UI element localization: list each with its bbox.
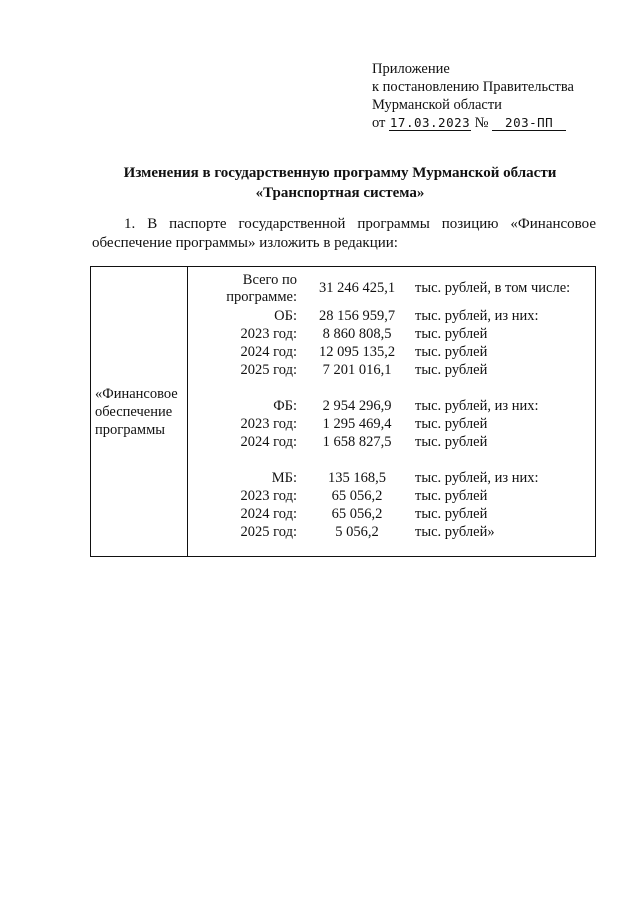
row-value: 1 658 827,5	[322, 434, 392, 450]
total-value: 31 246 425,1	[318, 280, 396, 296]
appendix-block	[372, 60, 622, 132]
appendix-line-2: к постановлению Правительства	[372, 79, 574, 95]
row-value: 2 954 296,9	[322, 398, 392, 414]
row-value: 12 095 135,2	[318, 344, 396, 360]
row-label: 2023 год:	[240, 326, 297, 342]
row-value: 8 860 808,5	[322, 326, 392, 342]
row-unit: тыс. рублей	[415, 434, 488, 450]
total-label-line-1: Всего по	[242, 272, 297, 288]
row-label: ФБ:	[273, 398, 297, 414]
row-label: 2023 год:	[240, 416, 297, 432]
decree-number: 203-ПП	[492, 115, 566, 131]
decree-date: 17.03.2023	[389, 115, 471, 130]
appendix-line-1: Приложение	[372, 61, 450, 77]
row-value: 1 295 469,4	[322, 416, 392, 432]
row-label: 2025 год:	[240, 362, 297, 378]
row-unit: тыс. рублей	[415, 506, 488, 522]
row-unit: тыс. рублей	[415, 344, 488, 360]
row-unit: тыс. рублей, из них:	[415, 308, 539, 324]
row-value: 65 056,2	[331, 488, 383, 504]
row-label: 2025 год:	[240, 524, 297, 540]
title-line-1: Изменения в государственную программу Мурманской области	[123, 165, 557, 181]
document-title	[60, 163, 620, 203]
total-label-line-2: программе:	[226, 289, 297, 305]
number-sign: №	[474, 115, 489, 131]
appendix-date-line	[372, 114, 622, 132]
row-value: 135 168,5	[328, 470, 386, 486]
position-label: «Финансовое обеспечение программы	[95, 386, 178, 438]
row-value: 28 156 959,7	[318, 308, 396, 324]
row-label: 2024 год:	[240, 506, 297, 522]
row-label: ОБ:	[274, 308, 297, 324]
row-value: 7 201 016,1	[322, 362, 392, 378]
row-label: 2024 год:	[240, 344, 297, 360]
row-unit: тыс. рублей	[415, 416, 488, 432]
row-value: 65 056,2	[331, 506, 383, 522]
row-label: МБ:	[271, 470, 297, 486]
row-unit: тыс. рублей	[415, 326, 488, 342]
row-label: 2023 год:	[240, 488, 297, 504]
row-unit: тыс. рублей»	[415, 524, 495, 540]
row-unit: тыс. рублей, из них:	[415, 470, 539, 486]
row-value: 5 056,2	[335, 524, 379, 540]
row-label: 2024 год:	[240, 434, 297, 450]
appendix-line-3: Мурманской области	[372, 97, 502, 113]
total-unit: тыс. рублей, в том числе:	[415, 280, 571, 296]
row-unit: тыс. рублей	[415, 488, 488, 504]
row-unit: тыс. рублей, из них:	[415, 398, 539, 414]
instruction-paragraph: 1. В паспорте государственной программы позицию «Финансовое обеспечение программы» изложить в редакции:	[92, 216, 596, 251]
row-unit: тыс. рублей	[415, 362, 488, 378]
from-prefix: от	[372, 115, 386, 131]
title-line-2: «Транспортная система»	[255, 185, 425, 201]
financing-table	[90, 266, 596, 557]
